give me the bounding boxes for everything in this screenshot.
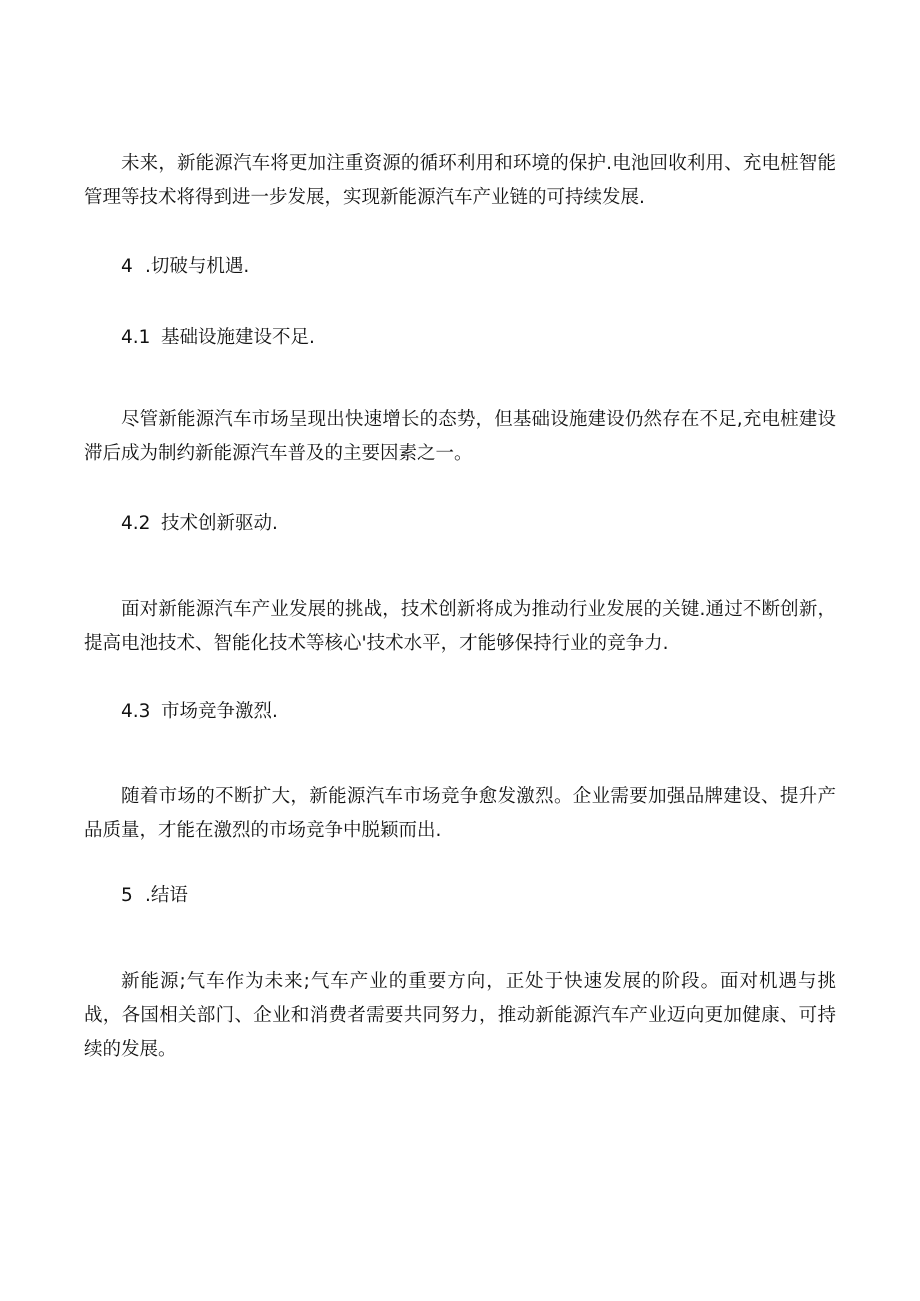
section-title: 技术创新驱动. [161,513,278,534]
section-title: .结语 [145,885,188,906]
section-heading-4-1 [121,323,315,353]
section-heading-4-2 [121,509,278,539]
section-heading-4-3 [121,697,278,727]
paragraph-infrastructure: 尽管新能源汽车市场呈现出快速增长的态势，但基础设施建设仍然存在不足,充电桩建设滞后成为制约新能源汽车普及的主要因素之一。 [84,409,836,464]
paragraph-competition: 随着市场的不断扩大，新能源汽车市场竞争愈发激烈。企业需要加强品牌建设、提升产品质量，才能在激烈的市场竞争中脱颖而出. [84,786,836,841]
section-number: 5 [121,885,133,906]
section-title: 市场竞争激烈. [161,701,278,722]
section-number: 4.2 [121,513,151,534]
section-heading-4 [121,252,249,282]
section-heading-5 [121,881,188,911]
section-number: 4.1 [121,327,151,348]
section-number: 4.3 [121,701,151,722]
paragraph-innovation: 面对新能源汽车产业发展的挑战，技术创新将成为推动行业发展的关键.通过不断创新，提高电池技术、智能化技术等核心'技术水平，才能够保持行业的竞争力. [84,599,836,654]
section-title: .切破与机遇. [145,256,250,277]
section-number: 4 [121,256,133,277]
paragraph-recycling: 未来，新能源汽车将更加注重资源的循环利用和环境的保护.电池回收利用、充电桩智能管理等技术将得到进一步发展，实现新能源汽车产业链的可持续发展. [84,153,836,208]
paragraph-conclusion: 新能源;气车作为未来;气车产业的重要方向，正处于快速发展的阶段。面对机遇与挑战，各国相关部门、企业和消费者需要共同努力，推动新能源汽车产业迈向更加健康、可持续的发展。 [84,971,836,1060]
section-title: 基础设施建设不足. [161,327,315,348]
